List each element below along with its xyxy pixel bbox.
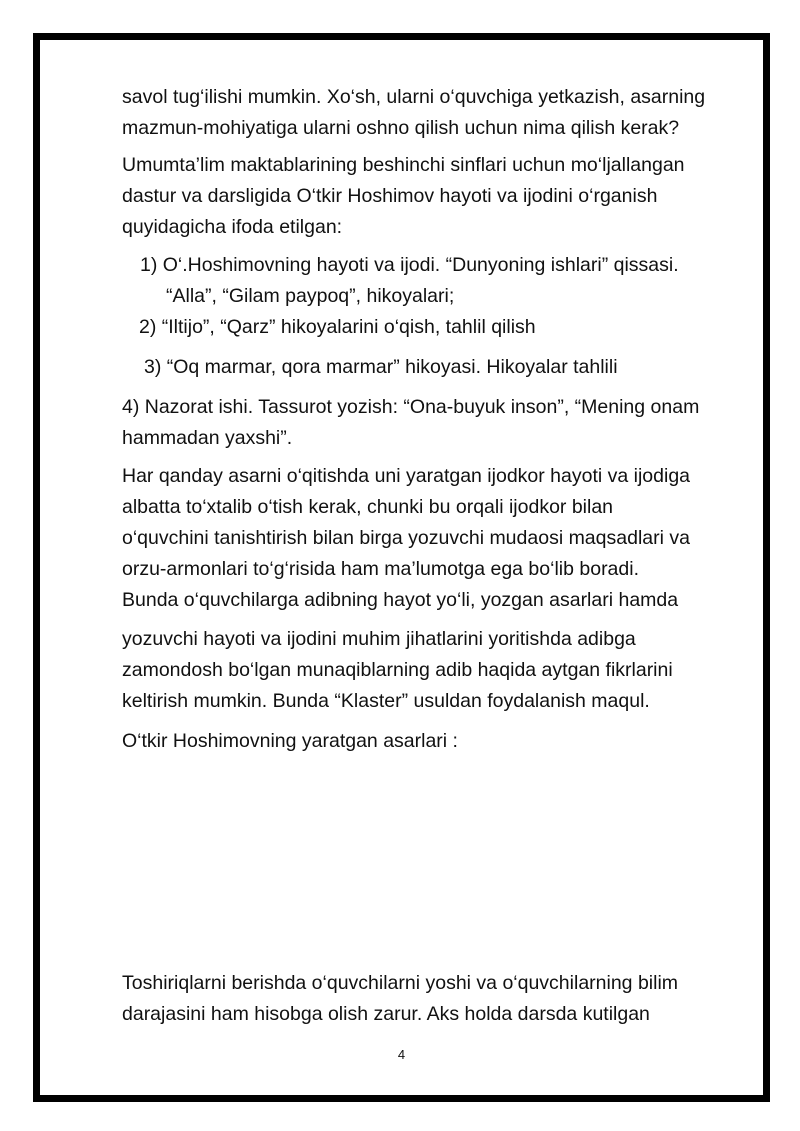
text-line: 2) “Iltijo”, “Qarz” hikoyalarini o‘qish, tahlil qilish — [139, 316, 536, 338]
page-border — [33, 33, 770, 1102]
text-line: o‘quvchini tanishtirish bilan birga yozuvchi mudaosi maqsadlari va — [122, 527, 690, 549]
text-line: “Alla”, “Gilam paypoq”, hikoyalari; — [166, 285, 455, 307]
text-line: savol tug‘ilishi mumkin. Xo‘sh, ularni o‘quvchiga yetkazish, asarning — [122, 86, 706, 108]
list-item-3 — [144, 352, 784, 383]
list-item-2 — [139, 312, 779, 343]
paragraph-intro — [122, 82, 762, 144]
text-line: zamondosh bo‘lgan munaqiblarning adib haqida aytgan fikrlarini — [122, 659, 673, 681]
paragraph-teaching — [122, 461, 762, 616]
text-line: 3) “Oq marmar, qora marmar” hikoyasi. Hikoyalar tahlili — [144, 356, 618, 378]
text-line: yozuvchi hayoti va ijodini muhim jihatlarini yoritishda adibga — [122, 628, 636, 650]
text-line: darajasini ham hisobga olish zarur. Aks holda darsda kutilgan — [122, 1003, 650, 1025]
text-line: mazmun-mohiyatiga ularni oshno qilish uchun nima qilish kerak? — [122, 117, 680, 139]
paragraph-works-heading — [122, 726, 762, 757]
text-line: keltirish mumkin. Bunda “Klaster” usuldan foydalanish maqul. — [122, 690, 650, 712]
text-line: dastur va darsligida O‘tkir Hoshimov hayoti va ijodini o‘rganish — [122, 185, 658, 207]
paragraph-curriculum — [122, 150, 762, 243]
text-line: 4) Nazorat ishi. Tassurot yozish: “Ona-buyuk inson”, “Mening onam — [122, 396, 700, 418]
text-line: Bunda o‘quvchilarga adibning hayot yo‘li, yozgan asarlari hamda — [122, 589, 679, 611]
text-line: Har qanday asarni o‘qitishda uni yaratgan ijodkor hayoti va ijodiga — [122, 465, 691, 487]
page-number: 4 — [397, 1047, 406, 1062]
list-item-1 — [140, 250, 780, 312]
paragraph-tasks — [122, 968, 762, 1030]
text-line: Umumta’lim maktablarining beshinchi sinflari uchun mo‘ljallangan — [122, 154, 685, 176]
text-line: orzu-armonlari to‘g‘risida ham ma’lumotga ega bo‘lib boradi. — [122, 558, 639, 580]
paragraph-cluster — [122, 624, 762, 717]
text-line: quyidagicha ifoda etilgan: — [122, 216, 343, 238]
text-line: 1) O‘.Hoshimovning hayoti va ijodi. “Dunyoning ishlari” qissasi. — [140, 254, 679, 276]
text-line: albatta to‘xtalib o‘tish kerak, chunki bu orqali ijodkor bilan — [122, 496, 614, 518]
text-line: Toshiriqlarni berishda o‘quvchilarni yoshi va o‘quvchilarning bilim — [122, 972, 679, 994]
text-line: O‘tkir Hoshimovning yaratgan asarlari : — [122, 730, 458, 752]
text-line: hammadan yaxshi”. — [122, 427, 293, 449]
list-item-4 — [122, 392, 762, 454]
